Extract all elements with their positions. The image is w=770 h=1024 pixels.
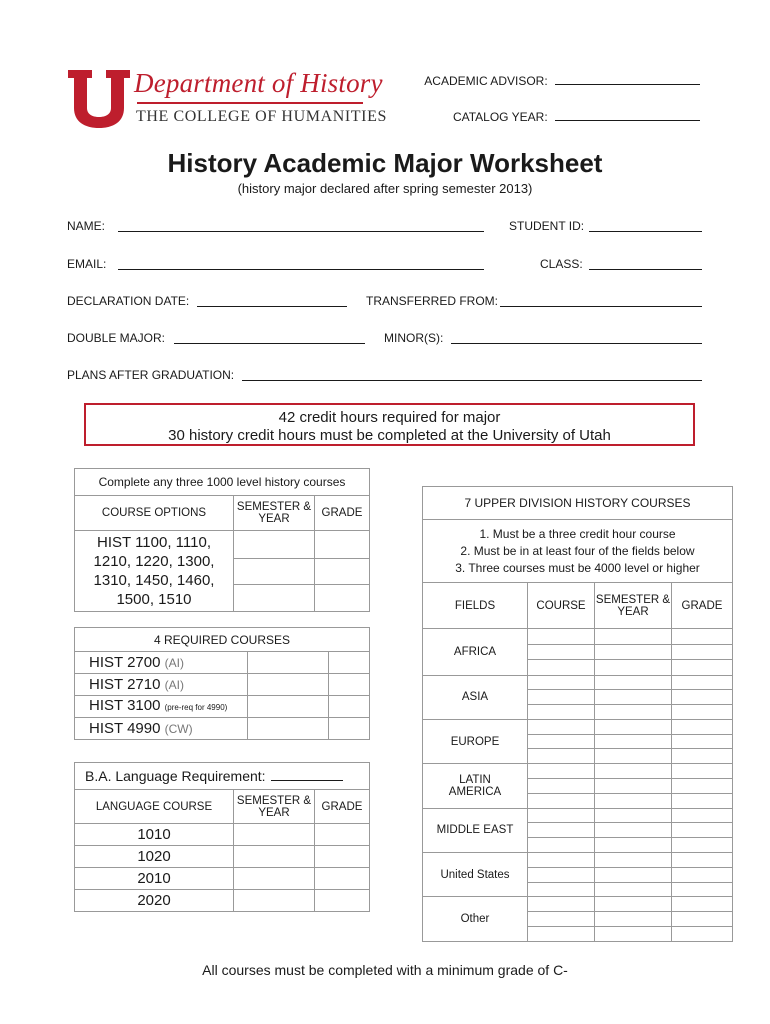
- upper-grade-cell[interactable]: [672, 838, 733, 853]
- upper-grade-cell[interactable]: [672, 719, 733, 734]
- required-courses-table: [74, 627, 370, 740]
- required-course-name: HIST 3100: [89, 697, 161, 714]
- upper-grade-cell[interactable]: [672, 734, 733, 749]
- upper-course-cell[interactable]: [528, 823, 595, 838]
- upper-grade-cell[interactable]: [672, 823, 733, 838]
- upper-field-name: MIDDLE EAST: [423, 808, 528, 852]
- upper-course-cell[interactable]: [528, 897, 595, 912]
- upper-grade-cell[interactable]: [672, 912, 733, 927]
- required-course-name: HIST 4990: [89, 719, 161, 737]
- catalog-year-label: CATALOG YEAR:: [452, 110, 548, 124]
- upper-grade-cell[interactable]: [672, 749, 733, 764]
- required-semester-cell[interactable]: [248, 674, 329, 696]
- upper-field-row: [423, 675, 733, 690]
- credit-requirement-line-1: 42 credit hours required for major: [278, 409, 501, 426]
- lower-semester-cell[interactable]: [234, 558, 315, 585]
- upper-grade-cell[interactable]: [672, 882, 733, 897]
- upper-course-cell[interactable]: [528, 734, 595, 749]
- required-course-tag: (AI): [164, 655, 184, 670]
- upper-course-cell[interactable]: [528, 838, 595, 853]
- upper-col-fields: FIELDS: [423, 583, 528, 629]
- minors-label: MINOR(S):: [384, 331, 444, 345]
- lower-col-course: COURSE OPTIONS: [75, 496, 234, 531]
- language-semester-cell[interactable]: [234, 890, 315, 912]
- minors-field[interactable]: [451, 343, 702, 344]
- upper-grade-cell[interactable]: [672, 675, 733, 690]
- language-course: 1020: [75, 846, 234, 868]
- plans-field[interactable]: [242, 380, 702, 381]
- upper-course-cell[interactable]: [528, 779, 595, 794]
- name-field[interactable]: [118, 231, 484, 232]
- upper-grade-cell[interactable]: [672, 764, 733, 779]
- upper-grade-cell[interactable]: [672, 897, 733, 912]
- upper-semester-cell[interactable]: [595, 675, 672, 690]
- language-course: 2020: [75, 890, 234, 912]
- required-course: [75, 696, 248, 718]
- upper-semester-cell[interactable]: [595, 629, 672, 645]
- upper-division-rules: [423, 520, 733, 583]
- language-requirement-blank[interactable]: [271, 769, 343, 781]
- upper-semester-cell[interactable]: [595, 853, 672, 868]
- student-id-label: STUDENT ID:: [509, 219, 585, 233]
- upper-division-heading: 7 UPPER DIVISION HISTORY COURSES: [423, 487, 733, 520]
- minimum-grade-note: All courses must be completed with a minimum grade of C-: [202, 962, 568, 978]
- upper-field-name: AFRICA: [423, 629, 528, 676]
- upper-semester-cell[interactable]: [595, 690, 672, 705]
- language-semester-cell[interactable]: [234, 868, 315, 890]
- lower-course-options: HIST 1100, 1110, 1210, 1220, 1300, 1310, 1450, 1460, 1500, 1510: [75, 531, 234, 612]
- upper-course-cell[interactable]: [528, 660, 595, 676]
- language-course: 1010: [75, 824, 234, 846]
- upper-semester-cell[interactable]: [595, 897, 672, 912]
- double-major-label: DOUBLE MAJOR:: [67, 331, 166, 345]
- required-grade-cell[interactable]: [329, 718, 370, 740]
- required-semester-cell[interactable]: [248, 718, 329, 740]
- language-semester-cell[interactable]: [234, 846, 315, 868]
- credit-requirement-line-2: 30 history credit hours must be completed at the University of Utah: [168, 427, 611, 444]
- upper-semester-cell[interactable]: [595, 838, 672, 853]
- lower-division-table: [74, 468, 370, 612]
- upper-grade-cell[interactable]: [672, 867, 733, 882]
- upper-grade-cell[interactable]: [672, 793, 733, 808]
- upper-grade-cell[interactable]: [672, 927, 733, 942]
- upper-division-table: [422, 486, 733, 942]
- upper-field-name: EUROPE: [423, 719, 528, 763]
- language-col-grade: GRADE: [315, 790, 370, 824]
- upper-course-cell[interactable]: [528, 629, 595, 645]
- college-name: THE COLLEGE OF HUMANITIES: [136, 108, 387, 125]
- catalog-year-field[interactable]: [453, 109, 700, 124]
- upper-semester-cell[interactable]: [595, 734, 672, 749]
- upper-field-name: Other: [423, 897, 528, 941]
- upper-semester-cell[interactable]: [595, 705, 672, 720]
- lower-grade-cell[interactable]: [315, 585, 370, 612]
- upper-field-row: [423, 853, 733, 868]
- required-course-tag: (CW): [164, 721, 193, 736]
- lower-semester-cell[interactable]: [234, 531, 315, 559]
- required-course: [75, 674, 248, 696]
- upper-field-row: [423, 764, 733, 779]
- upper-course-cell[interactable]: [528, 853, 595, 868]
- academic-advisor-label: ACADEMIC ADVISOR:: [424, 74, 548, 88]
- academic-advisor-field[interactable]: [424, 73, 700, 88]
- university-u-icon: [68, 70, 130, 128]
- class-field[interactable]: [589, 269, 702, 270]
- lower-semester-cell[interactable]: [234, 585, 315, 612]
- declaration-date-field[interactable]: [197, 306, 347, 307]
- required-course-tag: (AI): [164, 677, 184, 692]
- upper-field-name: ASIA: [423, 675, 528, 719]
- upper-semester-cell[interactable]: [595, 793, 672, 808]
- required-course: [75, 718, 248, 740]
- required-grade-cell[interactable]: [329, 696, 370, 718]
- language-table: [74, 762, 370, 912]
- upper-course-cell[interactable]: [528, 749, 595, 764]
- required-grade-cell[interactable]: [329, 674, 370, 696]
- upper-rule: 1. Must be a three credit hour course: [479, 526, 676, 541]
- upper-grade-cell[interactable]: [672, 779, 733, 794]
- upper-grade-cell[interactable]: [672, 705, 733, 720]
- upper-semester-cell[interactable]: [595, 660, 672, 676]
- upper-field-name: LATIN AMERICA: [423, 764, 528, 808]
- upper-col-course: COURSE: [528, 583, 595, 629]
- required-semester-cell[interactable]: [248, 652, 329, 674]
- language-grade-cell[interactable]: [315, 846, 370, 868]
- upper-semester-cell[interactable]: [595, 719, 672, 734]
- upper-grade-cell[interactable]: [672, 690, 733, 705]
- upper-course-cell[interactable]: [528, 690, 595, 705]
- upper-course-cell[interactable]: [528, 793, 595, 808]
- required-course: [75, 652, 248, 674]
- upper-course-cell[interactable]: [528, 719, 595, 734]
- language-col-course: LANGUAGE COURSE: [75, 790, 234, 824]
- upper-semester-cell[interactable]: [595, 808, 672, 823]
- page-subtitle: (history major declared after spring semester 2013): [237, 181, 533, 196]
- upper-rule: 2. Must be in at least four of the fields below: [460, 543, 695, 558]
- credit-requirements-box: [84, 403, 695, 446]
- double-major-field[interactable]: [174, 343, 365, 344]
- required-grade-cell[interactable]: [329, 652, 370, 674]
- upper-semester-cell[interactable]: [595, 749, 672, 764]
- department-title: Department of History: [134, 68, 383, 98]
- upper-grade-cell[interactable]: [672, 660, 733, 676]
- language-grade-cell[interactable]: [315, 868, 370, 890]
- language-col-semester: SEMESTER & YEAR: [234, 790, 315, 824]
- upper-col-grade: GRADE: [672, 583, 733, 629]
- upper-course-cell[interactable]: [528, 644, 595, 660]
- plans-label: PLANS AFTER GRADUATION:: [67, 368, 235, 382]
- lower-division-heading: Complete any three 1000 level history courses: [75, 469, 370, 496]
- upper-semester-cell[interactable]: [595, 779, 672, 794]
- declaration-date-label: DECLARATION DATE:: [67, 294, 190, 308]
- lower-col-grade: GRADE: [315, 496, 370, 531]
- upper-field-name: United States: [423, 853, 528, 897]
- email-label: EMAIL:: [67, 257, 107, 271]
- class-label: CLASS:: [540, 257, 583, 271]
- catalog-year-blank[interactable]: [555, 109, 700, 121]
- required-semester-cell[interactable]: [248, 696, 329, 718]
- academic-advisor-blank[interactable]: [555, 73, 700, 85]
- language-semester-cell[interactable]: [234, 824, 315, 846]
- upper-course-cell[interactable]: [528, 808, 595, 823]
- upper-course-cell[interactable]: [528, 882, 595, 897]
- upper-semester-cell[interactable]: [595, 823, 672, 838]
- upper-semester-cell[interactable]: [595, 927, 672, 942]
- upper-semester-cell[interactable]: [595, 644, 672, 660]
- upper-course-cell[interactable]: [528, 912, 595, 927]
- upper-semester-cell[interactable]: [595, 867, 672, 882]
- upper-grade-cell[interactable]: [672, 808, 733, 823]
- department-rule: [137, 102, 363, 104]
- required-heading: 4 REQUIRED COURSES: [75, 628, 370, 652]
- upper-semester-cell[interactable]: [595, 882, 672, 897]
- language-grade-cell[interactable]: [315, 890, 370, 912]
- upper-grade-cell[interactable]: [672, 853, 733, 868]
- required-course-name: HIST 2700: [89, 653, 161, 671]
- upper-semester-cell[interactable]: [595, 912, 672, 927]
- upper-field-row: [423, 897, 733, 912]
- language-heading: [75, 763, 370, 790]
- name-label: NAME:: [67, 219, 106, 233]
- transferred-from-field[interactable]: [500, 306, 702, 307]
- upper-field-row: [423, 719, 733, 734]
- upper-semester-cell[interactable]: [595, 764, 672, 779]
- language-course: 2010: [75, 868, 234, 890]
- language-grade-cell[interactable]: [315, 824, 370, 846]
- upper-course-cell[interactable]: [528, 705, 595, 720]
- upper-field-row: [423, 629, 733, 645]
- upper-field-row: [423, 808, 733, 823]
- student-id-field[interactable]: [589, 231, 702, 232]
- upper-grade-cell[interactable]: [672, 629, 733, 645]
- upper-course-cell[interactable]: [528, 927, 595, 942]
- upper-course-cell[interactable]: [528, 675, 595, 690]
- required-course-note: (pre-req for 4990): [164, 703, 228, 712]
- upper-col-semester: SEMESTER & YEAR: [595, 583, 672, 629]
- language-heading-label: B.A. Language Requirement:: [85, 768, 266, 784]
- upper-rule: 3. Three courses must be 4000 level or higher: [455, 560, 700, 575]
- lower-grade-cell[interactable]: [315, 531, 370, 559]
- lower-col-semester: SEMESTER & YEAR: [234, 496, 315, 531]
- email-field[interactable]: [118, 269, 484, 270]
- upper-course-cell[interactable]: [528, 764, 595, 779]
- transferred-from-label: TRANSFERRED FROM:: [366, 294, 498, 308]
- upper-grade-cell[interactable]: [672, 644, 733, 660]
- upper-course-cell[interactable]: [528, 867, 595, 882]
- page-title: History Academic Major Worksheet: [167, 148, 603, 178]
- lower-grade-cell[interactable]: [315, 558, 370, 585]
- required-course-name: HIST 2710: [89, 675, 161, 693]
